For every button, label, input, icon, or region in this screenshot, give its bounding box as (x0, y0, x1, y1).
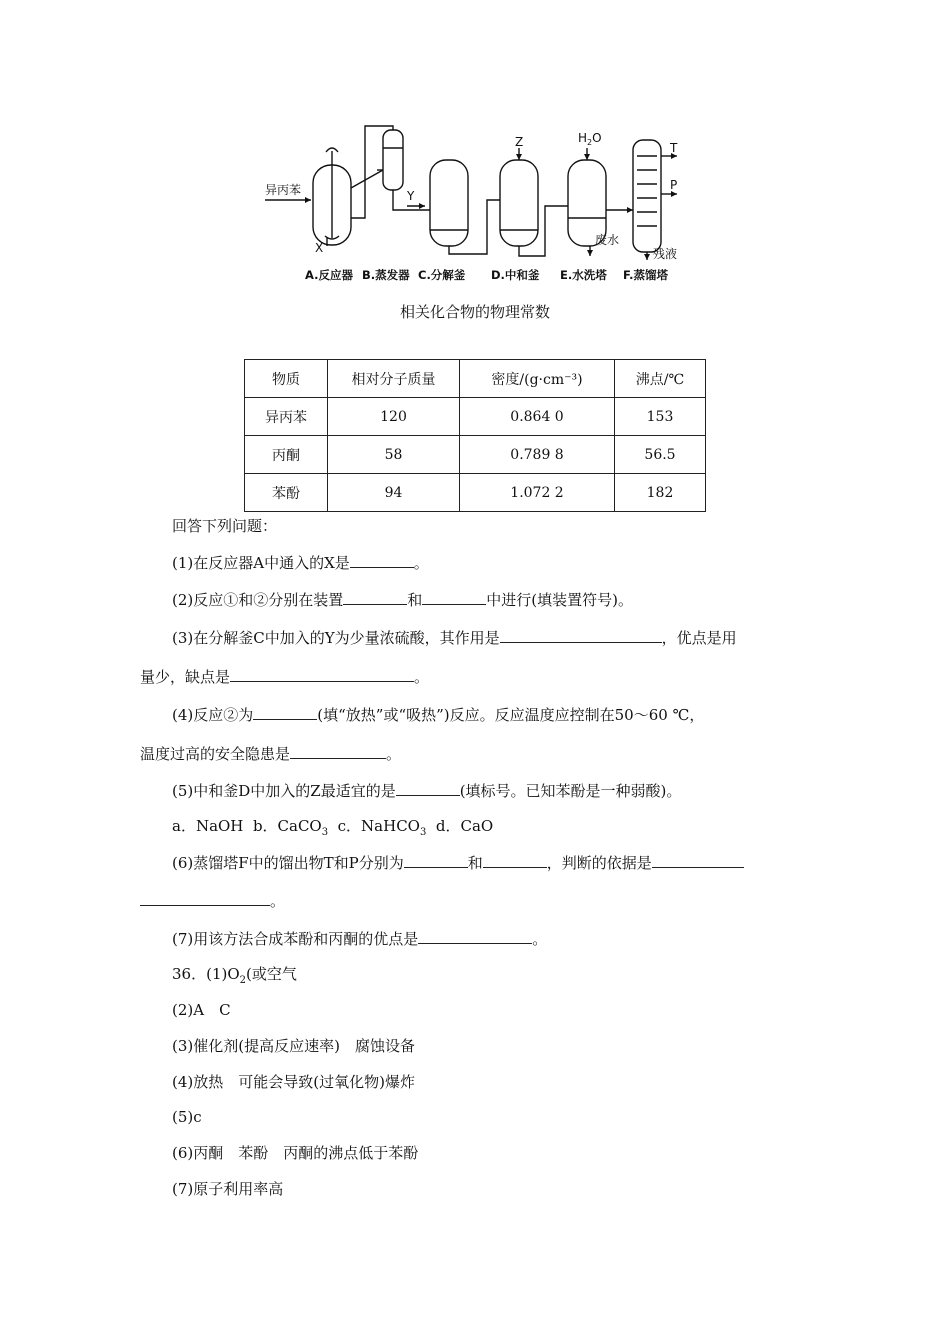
answer-blank (396, 780, 460, 796)
questions-intro: 回答下列问题： (172, 517, 278, 535)
table-cell: 1.072 2 (460, 474, 615, 512)
table-cell: 0.864 0 (460, 398, 615, 436)
answer-blank (140, 890, 270, 906)
answer-blank (422, 589, 486, 605)
unit-label-b: B.蒸发器 (362, 268, 410, 282)
waste-water-label: 废水 (595, 233, 620, 247)
table-caption: 相关化合物的物理常数 (399, 303, 550, 321)
answer-6: (6)丙酮 苯酚 丙酮的沸点低于苯酚 (172, 1144, 419, 1162)
answer-7: (7)原子利用率高 (172, 1180, 284, 1198)
evaporator-b (383, 130, 403, 190)
unit-label-f: F.蒸馏塔 (623, 268, 669, 282)
answer-4: (4)放热 可能会导致(过氧化物)爆炸 (172, 1073, 415, 1091)
table-header-cell: 物质 (245, 360, 328, 398)
question-text: 。 (270, 892, 286, 910)
x-label: X (315, 241, 324, 255)
table-header-cell: 密度/(g·cm⁻³) (460, 360, 615, 398)
answer-blank (483, 852, 547, 868)
question-text: (填“放热”或“吸热”)反应。反应温度应控制在50～60 ℃， (317, 706, 705, 724)
t-label: T (670, 141, 678, 155)
question-4 (172, 704, 704, 725)
table-cell: 58 (328, 436, 460, 474)
question-2 (172, 589, 633, 610)
table-header-cell: 沸点/℃ (615, 360, 706, 398)
option-d: d．CaO (435, 817, 494, 835)
question-text: 。 (413, 554, 429, 572)
question-1 (172, 552, 429, 573)
answer-blank (500, 627, 662, 643)
answer-2: (2)A C (172, 1001, 231, 1019)
answer-blank (350, 552, 414, 568)
table-row (245, 436, 706, 474)
question-6 (172, 852, 744, 873)
table-header-row (245, 360, 706, 398)
question-text: 。 (414, 668, 430, 686)
question-5 (172, 780, 681, 801)
physical-constants-table (244, 359, 706, 512)
answer-1: 36．$(1)O_2$(或空气 (172, 965, 297, 986)
option-b: b．CaCO$_3$ (252, 817, 329, 838)
z-label: Z (515, 135, 524, 149)
feed-label: 异丙苯 (265, 183, 302, 197)
question-text: 中进行(填装置符号)。 (486, 591, 633, 609)
question-text: 和 (407, 591, 423, 609)
question-text: (2)反应①和②分别在装置 (172, 591, 344, 609)
question-7 (172, 928, 547, 949)
residue-label: 残液 (653, 247, 678, 261)
question-6-cont (140, 890, 285, 911)
table-cell: 120 (328, 398, 460, 436)
option-c: c．NaHCO$_3$ (337, 817, 427, 838)
table-row (245, 398, 706, 436)
table-header-cell: 相对分子质量 (328, 360, 460, 398)
question-text: (5)中和釜D中加入的Z最适宜的是 (172, 782, 396, 800)
table-cell: 丙酮 (245, 436, 328, 474)
answer-5: (5)c (172, 1108, 202, 1126)
question-text: ，判断的依据是 (546, 854, 652, 872)
option-a: a．NaOH (172, 817, 244, 835)
question-text: 温度过高的安全隐患是 (140, 745, 291, 763)
table-cell: 56.5 (615, 436, 706, 474)
question-text: (4)反应②为 (172, 706, 254, 724)
answer-blank (418, 928, 532, 944)
unit-label-e: E.水洗塔 (560, 268, 607, 282)
question-text: 。 (386, 745, 402, 763)
y-label: Y (407, 189, 415, 203)
p-label: P (670, 178, 678, 192)
table-cell: 153 (615, 398, 706, 436)
question-3 (172, 627, 737, 648)
question-text: (填标号。已知苯酚是一种弱酸)。 (459, 782, 682, 800)
question-text: (3)在分解釜C中加入的Y为少量浓硫酸，其作用是 (172, 629, 500, 647)
question-text: 。 (532, 930, 548, 948)
unit-label-c: C.分解釜 (418, 268, 466, 282)
question-text: 和 (467, 854, 483, 872)
question-text: ，优点是用 (661, 629, 737, 647)
table-cell: 94 (328, 474, 460, 512)
h2o-label: $H_2O$ (578, 131, 602, 147)
answer-blank (290, 743, 386, 759)
question-text: (7)用该方法合成苯酚和丙酮的优点是 (172, 930, 419, 948)
answer-blank (652, 852, 744, 868)
answer-blank (253, 704, 317, 720)
answer-blank (404, 852, 468, 868)
question-text: (6)蒸馏塔F中的馏出物T和P分别为 (172, 854, 404, 872)
question-text: 量少，缺点是 (140, 668, 231, 686)
question-4-cont (140, 743, 401, 764)
answer-blank (230, 666, 414, 682)
answer-blank (343, 589, 407, 605)
neutralizer-d (500, 160, 538, 246)
unit-label-d: D.中和釜 (491, 268, 540, 282)
unit-label-a: A.反应器 (305, 268, 353, 282)
table-row (245, 474, 706, 512)
question-text: (1)在反应器A中通入的X是 (172, 554, 350, 572)
question-5-options (172, 816, 493, 843)
table-cell: 异丙苯 (245, 398, 328, 436)
table-cell: 0.789 8 (460, 436, 615, 474)
answer-3: (3)催化剂(提高反应速率) 腐蚀设备 (172, 1037, 415, 1055)
question-3-cont (140, 666, 429, 687)
table-cell: 182 (615, 474, 706, 512)
distillation-f (633, 140, 661, 252)
process-flow-diagram (255, 118, 695, 288)
decomposer-c (430, 160, 468, 246)
table-cell: 苯酚 (245, 474, 328, 512)
